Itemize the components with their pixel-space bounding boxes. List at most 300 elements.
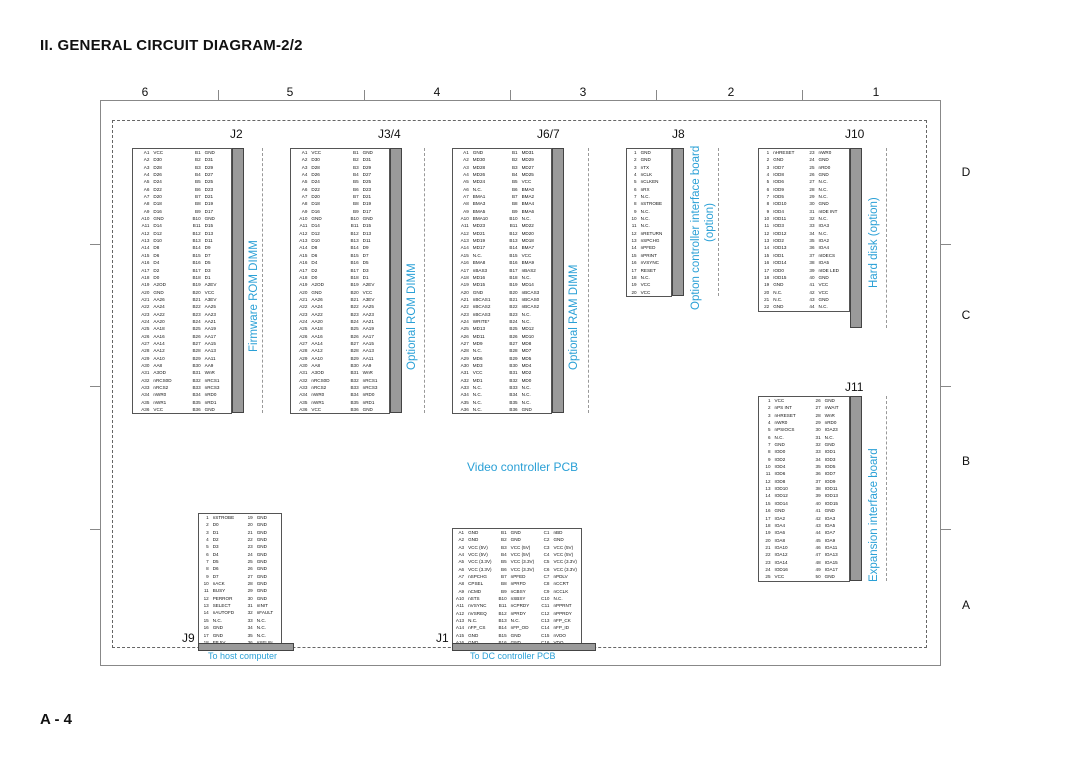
pin-number: 2: [767, 405, 771, 411]
pin-number: A15: [141, 252, 150, 258]
pin-signal: GND: [256, 544, 267, 550]
row-letter: A: [961, 598, 970, 612]
pin-number: A20: [141, 289, 150, 295]
pin-signal: VCC (5V): [468, 552, 488, 558]
pin-signal: IOD11: [773, 216, 787, 222]
pin-row: [453, 156, 552, 163]
pin-row: [627, 215, 672, 222]
pin-signal: IOD1: [773, 252, 784, 258]
pin-number: A22: [141, 304, 150, 310]
pin-row: [453, 369, 552, 376]
pin-signal: VCC: [521, 179, 532, 185]
pin-row: [199, 632, 282, 639]
pin-signal: nSPCHG: [468, 574, 487, 580]
pin-signal: D2: [212, 537, 219, 543]
pin-signal: D1: [212, 529, 219, 535]
pin-number: A10: [299, 216, 308, 222]
pin-signal: N.C.: [521, 385, 531, 390]
pin-number: 47: [815, 552, 821, 558]
column-number: 5: [286, 85, 294, 99]
pin-row: [453, 573, 582, 580]
pin-number: B25: [509, 326, 518, 332]
pin-number: B27: [509, 340, 518, 346]
pin-number: B34: [350, 392, 359, 398]
pin-signal: MD19: [472, 238, 486, 244]
pin-signal: N.C.: [468, 618, 478, 624]
pin-signal: AA10: [311, 355, 323, 361]
pin-row: [627, 252, 672, 259]
pin-row: [133, 274, 232, 281]
pin-row: [291, 289, 390, 296]
pin-number: B21: [192, 296, 201, 302]
pin-row: [199, 617, 282, 624]
pin-signal: nWAIT: [824, 405, 839, 411]
pin-number: 31: [247, 603, 253, 609]
pin-row: [759, 208, 850, 215]
pin-row: [133, 164, 232, 171]
pin-signal: GND: [212, 625, 223, 631]
pin-signal: nCPRDY: [510, 603, 530, 609]
pin-number: A8: [143, 201, 150, 207]
pin-number: B11: [350, 223, 359, 229]
pin-number: A25: [460, 326, 469, 332]
pin-number: 4: [634, 172, 637, 178]
pin-signal: D15: [204, 223, 214, 229]
j67-pin-table: [452, 148, 552, 414]
pin-number: B16: [192, 260, 201, 266]
pin-number: A11: [456, 603, 465, 609]
pin-row: [199, 536, 282, 543]
pin-signal: N.C.: [774, 434, 784, 440]
pin-number: 32: [247, 610, 253, 616]
pin-number: 29: [247, 588, 253, 594]
pin-row: [133, 178, 232, 185]
pin-signal: VCC (3.3V): [510, 559, 535, 565]
pin-number: C3: [543, 544, 550, 550]
pin-signal: nCLKEN: [640, 179, 659, 185]
pin-signal: D29: [362, 164, 372, 170]
pin-number: 17: [203, 632, 209, 638]
pin-number: A13: [455, 618, 465, 624]
j11-caption: Expansion interface board: [868, 448, 880, 582]
pin-signal: nRCS3: [362, 385, 378, 390]
pin-number: 6: [206, 551, 209, 557]
pin-number: A19: [460, 282, 469, 288]
j67-caption: Optional RAM DIMM: [568, 264, 580, 370]
pin-row: [291, 340, 390, 347]
pin-number: 21: [764, 296, 770, 302]
pin-row: [759, 171, 850, 178]
pin-number: 3: [767, 412, 771, 418]
pin-signal: D5: [204, 260, 211, 266]
pin-signal: nSTROBE: [212, 515, 235, 520]
pin-row: [759, 404, 850, 411]
pin-row: [453, 362, 552, 369]
pin-signal: N.C.: [472, 392, 482, 398]
pin-signal: N.C.: [818, 194, 828, 200]
pin-signal: N.C.: [521, 318, 531, 324]
pin-signal: nRCS2: [311, 385, 327, 390]
pin-row: [759, 244, 850, 251]
pin-row: [133, 267, 232, 274]
pin-row: [133, 311, 232, 318]
pin-row: [291, 149, 390, 157]
pin-number: A19: [299, 282, 308, 288]
pin-signal: VCC (3.3V): [553, 566, 577, 572]
pin-number: A14: [299, 245, 308, 251]
pin-number: 29: [815, 420, 821, 426]
pin-signal: AA18: [153, 326, 165, 332]
connector-j8-label: J8: [672, 127, 685, 141]
pin-number: B13: [509, 238, 518, 244]
pin-signal: GND: [818, 201, 829, 207]
pin-row: [759, 412, 850, 419]
pin-row: [133, 230, 232, 237]
pin-row: [291, 230, 390, 237]
pin-signal: AA15: [362, 340, 374, 346]
pin-signal: D9: [204, 245, 211, 251]
pin-number: 14: [765, 493, 771, 499]
pin-row: [627, 230, 672, 237]
pin-number: A2: [143, 157, 150, 163]
pin-number: A29: [460, 355, 469, 361]
pin-number: 16: [765, 508, 771, 514]
pin-signal: N.C.: [640, 194, 650, 200]
pin-signal: D0: [212, 522, 219, 528]
pin-signal: AA24: [311, 304, 323, 310]
pin-row: [133, 399, 232, 406]
pin-row: [627, 281, 672, 288]
pin-row: [199, 573, 282, 580]
pin-signal: D25: [204, 179, 214, 185]
pin-signal: nBCAS0: [521, 296, 540, 302]
pin-signal: N.C.: [256, 625, 266, 631]
pin-number: A34: [460, 392, 469, 398]
pin-number: A10: [455, 596, 465, 602]
pin-number: 19: [247, 515, 253, 520]
pin-number: A1: [463, 150, 469, 155]
pin-row: [759, 149, 850, 157]
pin-number: A4: [301, 172, 308, 178]
pin-number: A23: [141, 311, 150, 317]
pin-row: [759, 434, 850, 441]
pin-signal: BMA2: [521, 194, 535, 200]
pin-number: 39: [809, 267, 815, 273]
pin-signal: nCCRT: [553, 581, 569, 587]
pin-number: C5: [543, 559, 550, 565]
pin-number: B29: [509, 355, 518, 361]
pin-signal: D12: [311, 230, 320, 236]
pin-row: [133, 303, 232, 310]
pin-number: B16: [509, 260, 518, 266]
pin-signal: D5: [212, 559, 219, 565]
pin-number: A30: [299, 362, 308, 368]
pin-number: 13: [764, 238, 770, 244]
pin-number: 26: [247, 566, 253, 572]
pin-number: A18: [299, 274, 308, 280]
pin-number: A12: [460, 230, 469, 236]
pin-signal: A2EV: [362, 282, 375, 288]
pin-signal: N.C.: [640, 223, 650, 229]
pin-number: C9: [543, 588, 550, 594]
pin-number: 24: [765, 566, 771, 572]
pin-number: A33: [141, 385, 150, 390]
pin-number: 41: [809, 282, 815, 288]
pin-signal: D18: [311, 201, 320, 207]
pin-signal: A2OD: [153, 282, 166, 288]
pin-number: 20: [765, 537, 771, 543]
pin-number: A4: [458, 552, 465, 558]
pin-signal: IOD3: [824, 456, 836, 462]
pin-number: B31: [192, 370, 201, 376]
pin-row: [453, 406, 552, 414]
pin-number: 7: [767, 442, 771, 448]
pin-row: [453, 178, 552, 185]
pin-signal: nPRDY: [510, 610, 526, 616]
pin-signal: D2: [153, 267, 160, 273]
pin-signal: nRD1: [204, 399, 217, 405]
pin-signal: GND: [521, 407, 532, 413]
pin-number: 19: [764, 282, 770, 288]
pin-number: A32: [141, 377, 150, 383]
pin-row: [199, 624, 282, 631]
pin-number: B2: [501, 537, 507, 543]
pin-number: B21: [509, 296, 518, 302]
pin-number: B10: [509, 216, 518, 222]
pin-signal: D8: [311, 245, 318, 251]
pin-number: B31: [509, 370, 518, 376]
pin-number: B8: [501, 581, 507, 587]
pin-signal: BMA3: [472, 201, 486, 207]
pin-number: 49: [815, 566, 821, 572]
pin-number: B9: [511, 208, 518, 214]
pin-number: B17: [192, 267, 201, 273]
pin-number: 33: [809, 223, 815, 229]
pin-number: 9: [766, 208, 770, 214]
pin-signal: IOA3: [818, 223, 829, 229]
pin-number: A29: [141, 355, 150, 361]
pin-signal: D0: [153, 274, 160, 280]
pin-signal: CPSEL: [468, 581, 484, 587]
pin-number: B15: [192, 252, 201, 258]
pin-row: [453, 274, 552, 281]
pin-signal: nPDLV: [553, 574, 568, 580]
pin-number: A9: [301, 208, 308, 214]
pin-number: 30: [247, 595, 253, 601]
pin-row: [291, 171, 390, 178]
connector-j10-label: J10: [845, 127, 865, 141]
pin-number: B29: [350, 355, 359, 361]
pin-signal: D10: [311, 238, 320, 244]
pin-signal: VCC (3.3V): [553, 559, 577, 565]
pin-signal: AA18: [311, 326, 323, 332]
pin-number: 20: [631, 289, 637, 295]
j11-pin-table: [758, 396, 850, 582]
pin-row: [759, 551, 850, 558]
pin-signal: D20: [311, 194, 320, 200]
pin-signal: BUSY: [212, 588, 226, 594]
pin-number: B4: [353, 172, 359, 178]
pin-number: B8: [511, 201, 518, 207]
pin-row: [199, 529, 282, 536]
pin-row: [133, 200, 232, 207]
pin-signal: IOA7: [824, 530, 836, 536]
pin-row: [133, 193, 232, 200]
pin-signal: nRCS0D: [311, 377, 330, 383]
divider: [588, 148, 589, 413]
pin-number: A15: [455, 632, 465, 638]
pin-row: [133, 289, 232, 296]
pin-signal: nBCAS2: [521, 304, 540, 310]
pin-signal: VCC (5V): [510, 552, 531, 558]
pin-signal: AA24: [153, 304, 165, 310]
pin-row: [453, 551, 582, 558]
pin-signal: D26: [311, 172, 320, 178]
pin-signal: D3: [362, 267, 369, 273]
pin-row: [759, 522, 850, 529]
pin-signal: IOD13: [773, 245, 787, 251]
pin-number: B21: [350, 296, 359, 302]
pin-row: [291, 311, 390, 318]
pin-signal: IOA8: [774, 537, 786, 543]
pin-row: [759, 515, 850, 522]
pin-row: [133, 259, 232, 266]
pin-signal: N.C.: [472, 385, 482, 390]
pin-number: 26: [815, 398, 821, 403]
pin-number: 12: [765, 478, 771, 484]
pin-number: A3: [463, 164, 469, 170]
pin-number: 8: [206, 566, 209, 572]
pin-number: B23: [350, 311, 359, 317]
pin-row: [291, 193, 390, 200]
pin-row: [133, 244, 232, 251]
pin-number: 27: [809, 179, 815, 185]
j8-caption: Option controller interface board: [690, 145, 702, 310]
pin-row: [453, 558, 582, 565]
pin-number: 5: [767, 427, 771, 433]
pin-signal: IOD8: [774, 478, 786, 484]
pin-number: B32: [350, 377, 359, 383]
pin-row: [627, 200, 672, 207]
frame-tick: [218, 90, 219, 100]
pin-signal: nSTS: [468, 596, 480, 602]
pin-signal: MD18: [521, 238, 534, 244]
pin-row: [453, 200, 552, 207]
pin-signal: MD29: [521, 157, 534, 163]
pin-number: 13: [765, 486, 771, 492]
pin-row: [133, 171, 232, 178]
pin-signal: VCC: [774, 574, 785, 580]
pin-row: [133, 391, 232, 398]
pin-row: [759, 573, 850, 581]
pin-number: A25: [299, 326, 308, 332]
pin-number: C2: [543, 537, 550, 543]
j2-connector-body: [232, 148, 244, 413]
pin-signal: nTX: [640, 164, 650, 170]
pin-signal: nIDE LED: [818, 267, 839, 273]
pin-signal: nPPRNT: [553, 603, 572, 609]
pin-row: [133, 281, 232, 288]
pin-number: A9: [143, 208, 150, 214]
pin-signal: VCC (3.3V): [468, 559, 492, 565]
pin-signal: nRCS1: [204, 377, 220, 383]
pin-number: A26: [141, 333, 150, 339]
pin-number: B36: [509, 407, 518, 413]
pin-number: 10: [631, 216, 637, 222]
pin-number: 1: [634, 150, 637, 155]
pin-number: B24: [350, 318, 359, 324]
pin-signal: nBCAS3: [521, 289, 540, 295]
pin-signal: IOA12: [774, 552, 788, 558]
pin-signal: A3EV: [204, 296, 217, 302]
pin-row: [759, 441, 850, 448]
pin-signal: IOD2: [773, 238, 784, 244]
pin-signal: D24: [153, 179, 162, 185]
pin-signal: IOD12: [773, 230, 787, 236]
pin-row: [133, 333, 232, 340]
pin-signal: D22: [311, 186, 320, 192]
pin-number: 4: [767, 420, 771, 426]
pin-row: [453, 377, 552, 384]
pin-number: A1: [143, 150, 150, 155]
pin-number: 22: [764, 304, 770, 310]
pin-row: [453, 215, 552, 222]
j1-connector-body: [452, 643, 596, 651]
pin-signal: nCBSY: [510, 588, 526, 594]
pin-row: [759, 164, 850, 171]
pin-number: A28: [299, 348, 308, 354]
pin-signal: IOA4: [818, 245, 829, 251]
pin-signal: D1: [204, 274, 211, 280]
pin-number: C1: [543, 530, 550, 535]
pin-row: [133, 355, 232, 362]
pin-number: B20: [350, 289, 359, 295]
row-letter: B: [961, 454, 970, 468]
pin-signal: D6: [311, 252, 318, 258]
pin-number: 20: [764, 289, 770, 295]
pin-number: B3: [195, 164, 201, 170]
pin-row: [759, 419, 850, 426]
pin-row: [133, 222, 232, 229]
pin-signal: AA21: [204, 318, 216, 324]
pin-signal: MD10: [521, 333, 534, 339]
pin-row: [199, 514, 282, 522]
pin-row: [627, 186, 672, 193]
pin-row: [453, 252, 552, 259]
pin-number: 24: [247, 551, 253, 557]
pin-signal: IOA15: [824, 559, 838, 565]
pin-row: [291, 156, 390, 163]
pin-number: B35: [192, 399, 201, 405]
pin-number: 44: [815, 530, 821, 536]
pin-number: A32: [460, 377, 469, 383]
pin-number: B9: [353, 208, 359, 214]
pin-signal: AA9: [362, 362, 372, 368]
pin-row: [759, 485, 850, 492]
pin-number: A25: [141, 326, 150, 332]
pin-signal: VCC (3.3V): [510, 566, 535, 572]
pin-row: [627, 267, 672, 274]
pin-number: A23: [460, 311, 469, 317]
pin-number: 1: [767, 398, 771, 403]
pin-number: 11: [203, 588, 209, 594]
pin-row: [291, 362, 390, 369]
pin-number: 21: [765, 544, 771, 550]
pin-signal: GND: [773, 157, 784, 163]
pin-number: 18: [765, 522, 771, 528]
pin-number: B5: [511, 179, 518, 185]
pin-number: 12: [631, 230, 637, 236]
